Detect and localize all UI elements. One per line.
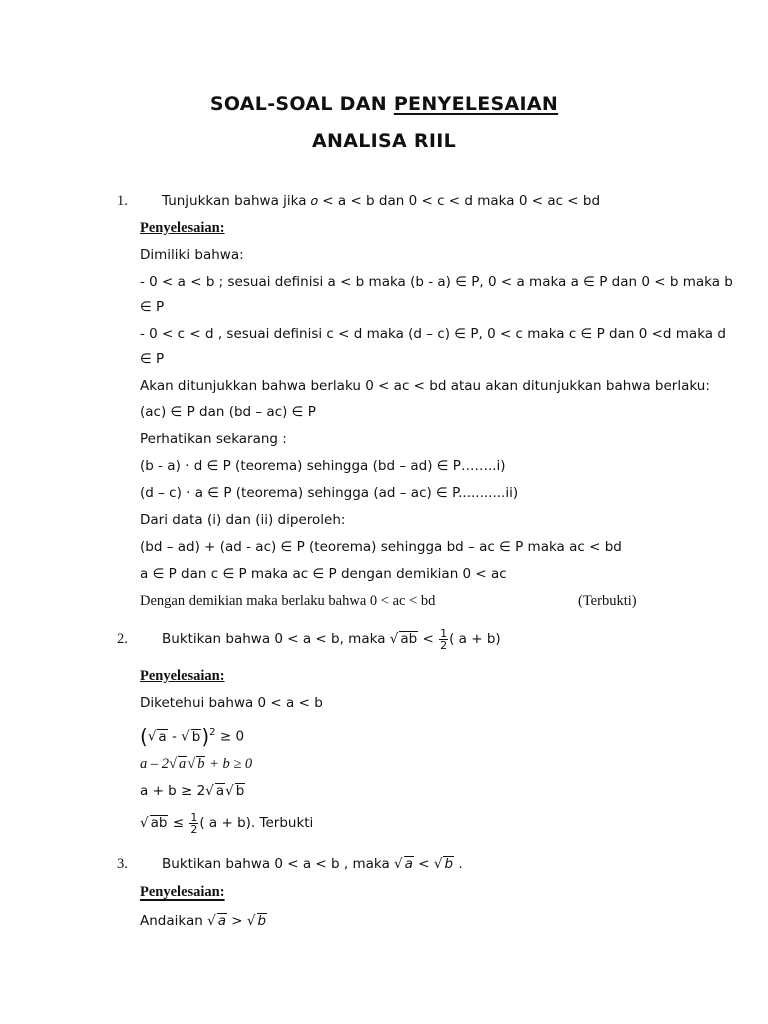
sqrt-symbol: √ — [140, 815, 149, 831]
sqrt-arg: b — [235, 783, 245, 799]
p1-line: - 0 < a < b ; sesuai definisi a < b maka (b - a) ∈ P, 0 < a maka a ∈ P dan 0 < b maka b — [140, 274, 733, 290]
p3-prefix: Buktikan bahwa 0 < a < b , maka — [162, 856, 395, 872]
p2-step4 — [140, 806, 313, 840]
fraction-half — [439, 628, 448, 651]
sqrt-symbol: √ — [187, 756, 196, 772]
problem-1-proved: (Terbukti) — [578, 593, 637, 609]
sqrt-arg: a — [404, 856, 413, 872]
sqrt-symbol: √ — [246, 913, 256, 929]
p2-prefix: Buktikan bahwa 0 < a < b, maka — [162, 631, 390, 647]
paren-open: ( — [140, 724, 148, 749]
sqrt-arg: a — [215, 783, 225, 799]
sqrt-symbol: √ — [207, 913, 216, 929]
sqrt-symbol: √ — [394, 856, 403, 872]
sqrt-arg: ab — [400, 631, 418, 647]
fraction-half — [189, 812, 198, 835]
problem-1-heading: Penyelesaian: — [140, 220, 225, 236]
problem-3-statement — [162, 855, 463, 873]
sqrt-symbol: √ — [433, 856, 443, 872]
p1-line: Dari data (i) dan (ii) diperoleh: — [140, 512, 346, 528]
p1-line: - 0 < c < d , sesuai definisi c < d maka (d – c) ∈ P, 0 < c maka c ∈ P dan 0 <d maka d — [140, 326, 726, 342]
frac-den: 2 — [440, 638, 448, 652]
exponent: 2 — [209, 727, 216, 738]
sqrt-arg: ab — [150, 815, 168, 831]
p2-step2 — [140, 755, 252, 773]
p1-line: (d – c) · a ∈ P (teorema) sehingga (ad – ac) ∈ P...........ii) — [140, 485, 519, 501]
sqrt-arg: a — [178, 756, 187, 772]
title-prefix: SOAL-SOAL DAN — [209, 93, 394, 115]
problem-2-number: 2. — [117, 631, 128, 647]
p3-dot: . — [454, 856, 463, 872]
sqrt-symbol: √ — [169, 756, 177, 772]
p1-line: ∈ P — [140, 351, 165, 367]
p1-line: (b - a) · d ∈ P (teorema) sehingga (bd – ad) ∈ P……..i) — [140, 458, 506, 474]
page-title-line1 — [0, 93, 768, 115]
sqrt-arg: b — [257, 913, 267, 929]
sqrt-arg: b — [191, 728, 201, 745]
p2-step3 — [140, 782, 245, 800]
problem-2-statement — [162, 622, 501, 656]
paren-close: ) — [201, 724, 210, 749]
p2-s2-suffix: + b ≥ 0 — [205, 756, 253, 772]
p3-assume-prefix: Andaikan — [140, 913, 208, 929]
sqrt-arg: b — [444, 856, 454, 872]
p3-lt: < — [413, 856, 434, 872]
p1-line: Perhatikan sekarang : — [140, 431, 287, 447]
p2-s4-paren: ( a + b) — [199, 815, 251, 831]
p2-paren: ( a + b) — [449, 631, 501, 647]
p2-rel: ≥ 0 — [219, 728, 245, 745]
problem-1-statement: Tunjukkan bahwa jika 𝑜 < a < b dan 0 < c < d maka 0 < ac < bd — [162, 193, 601, 209]
sqrt-arg: a — [158, 728, 167, 745]
sqrt-symbol: √ — [389, 631, 399, 647]
p2-given: Diketehui bahwa 0 < a < b — [140, 695, 323, 711]
sqrt-arg: a — [217, 913, 226, 929]
problem-1-number: 1. — [117, 193, 128, 209]
p3-assume — [140, 912, 267, 930]
problem-3-number: 3. — [117, 856, 128, 872]
p3-gt: > — [226, 913, 247, 929]
page-title-line2: ANALISA RIIL — [312, 130, 456, 152]
p2-s4-rel: ≤ — [168, 815, 189, 831]
p1-line: Dengan demikian maka berlaku bahwa 0 < ac < bd — [140, 593, 436, 609]
frac-den: 2 — [190, 822, 198, 836]
sqrt-arg: b — [197, 756, 205, 772]
p2-s2-prefix: a – 2 — [140, 756, 169, 772]
sqrt-symbol: √ — [225, 783, 234, 799]
p2-lt: < — [418, 631, 439, 647]
p2-s3-prefix: a + b ≥ 2 — [140, 783, 206, 799]
title-underlined: PENYELESAIAN — [393, 93, 559, 115]
sqrt-symbol: √ — [205, 783, 214, 799]
p1-line: Akan ditunjukkan bahwa berlaku 0 < ac < bd atau akan ditunjukkan bahwa berlaku: — [140, 378, 710, 394]
p1-line: a ∈ P dan c ∈ P maka ac ∈ P dengan demikian 0 < ac — [140, 566, 507, 582]
p1-line: (bd – ad) + (ad - ac) ∈ P (teorema) sehingga bd – ac ∈ P maka ac < bd — [140, 539, 622, 555]
p1-line: ∈ P — [140, 299, 165, 315]
frac-num: 1 — [440, 626, 448, 640]
sqrt-symbol: √ — [147, 728, 157, 745]
p1-line: (ac) ∈ P dan (bd – ac) ∈ P — [140, 404, 316, 420]
p2-minus: - — [167, 728, 182, 745]
p3-heading-text: Penyelesaian: — [140, 884, 225, 900]
p2-step1 — [140, 720, 244, 750]
frac-num: 1 — [190, 810, 198, 824]
sqrt-symbol: √ — [181, 728, 190, 745]
problem-3-heading — [140, 883, 225, 901]
p2-s4-end: . Terbukti — [250, 815, 314, 831]
p1-line: Dimiliki bahwa: — [140, 247, 244, 263]
problem-2-heading: Penyelesaian: — [140, 668, 225, 684]
